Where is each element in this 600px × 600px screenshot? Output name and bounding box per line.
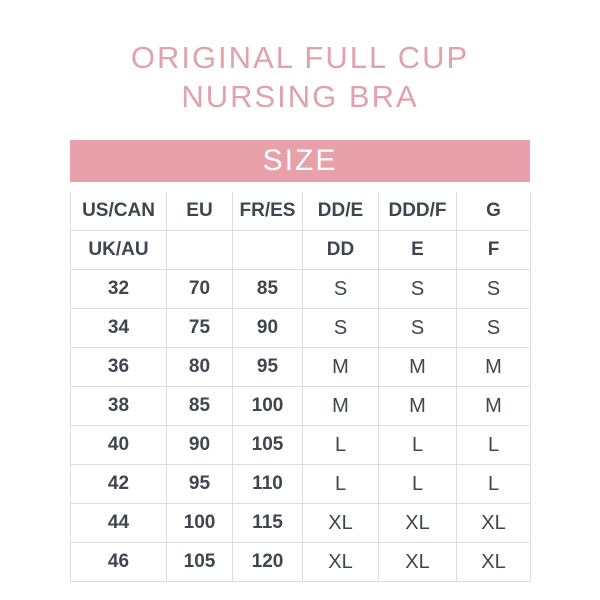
table-cell: 80: [167, 348, 233, 387]
table-cell: 110: [233, 465, 303, 504]
table-row: [71, 426, 531, 465]
header-cell: G: [457, 192, 531, 231]
table-cell: M: [379, 348, 457, 387]
table-cell: 85: [167, 387, 233, 426]
table-row: [71, 504, 531, 543]
table-cell: 38: [71, 387, 167, 426]
table-cell: XL: [379, 504, 457, 543]
table-cell: XL: [379, 543, 457, 582]
header-cell: F: [457, 231, 531, 270]
table-cell: 42: [71, 465, 167, 504]
header-cell: DD: [303, 231, 379, 270]
table-cell: M: [379, 387, 457, 426]
table-cell: L: [457, 465, 531, 504]
table-cell: S: [457, 309, 531, 348]
table-row: [71, 387, 531, 426]
table-cell: S: [303, 309, 379, 348]
header-cell: DDD/F: [379, 192, 457, 231]
table-row: [71, 543, 531, 582]
page-title-line-2: NURSING BRA: [181, 79, 419, 114]
header-cell: E: [379, 231, 457, 270]
table-row: [71, 270, 531, 309]
table-cell: L: [303, 426, 379, 465]
table-cell: 100: [233, 387, 303, 426]
table-cell: XL: [303, 504, 379, 543]
table-cell: 105: [233, 426, 303, 465]
header-cell: UK/AU: [71, 231, 167, 270]
table-cell: M: [303, 387, 379, 426]
page-title-line-1: ORIGINAL FULL CUP: [130, 40, 470, 75]
header-cell: US/CAN: [71, 192, 167, 231]
header-cell: DD/E: [303, 192, 379, 231]
table-cell: 105: [167, 543, 233, 582]
table-cell: S: [379, 309, 457, 348]
table-cell: 100: [167, 504, 233, 543]
table-cell: S: [379, 270, 457, 309]
table-cell: 70: [167, 270, 233, 309]
table-cell: 46: [71, 543, 167, 582]
table-cell: 95: [167, 465, 233, 504]
table-cell: L: [379, 465, 457, 504]
table-cell: 85: [233, 270, 303, 309]
table-cell: L: [303, 465, 379, 504]
table-row: [71, 348, 531, 387]
table-cell: 90: [233, 309, 303, 348]
table-cell: S: [303, 270, 379, 309]
table-cell: 75: [167, 309, 233, 348]
table-row: [71, 309, 531, 348]
header-cell: [167, 231, 233, 270]
table-cell: 44: [71, 504, 167, 543]
table-cell: XL: [457, 504, 531, 543]
size-banner: SIZE: [70, 140, 530, 182]
table-cell: XL: [303, 543, 379, 582]
table-cell: L: [379, 426, 457, 465]
table-cell: M: [303, 348, 379, 387]
size-chart-table: [70, 192, 531, 582]
table-cell: 115: [233, 504, 303, 543]
table-cell: 40: [71, 426, 167, 465]
table-cell: 36: [71, 348, 167, 387]
table-row: [71, 465, 531, 504]
table-cell: 120: [233, 543, 303, 582]
header-row-uk: [71, 231, 531, 270]
table-cell: 90: [167, 426, 233, 465]
table-cell: M: [457, 387, 531, 426]
table-cell: M: [457, 348, 531, 387]
header-cell: [233, 231, 303, 270]
table-cell: S: [457, 270, 531, 309]
header-cell: EU: [167, 192, 233, 231]
table-cell: L: [457, 426, 531, 465]
table-cell: 95: [233, 348, 303, 387]
table-cell: 32: [71, 270, 167, 309]
table-cell: XL: [457, 543, 531, 582]
header-cell: FR/ES: [233, 192, 303, 231]
header-row-us: [71, 192, 531, 231]
table-cell: 34: [71, 309, 167, 348]
